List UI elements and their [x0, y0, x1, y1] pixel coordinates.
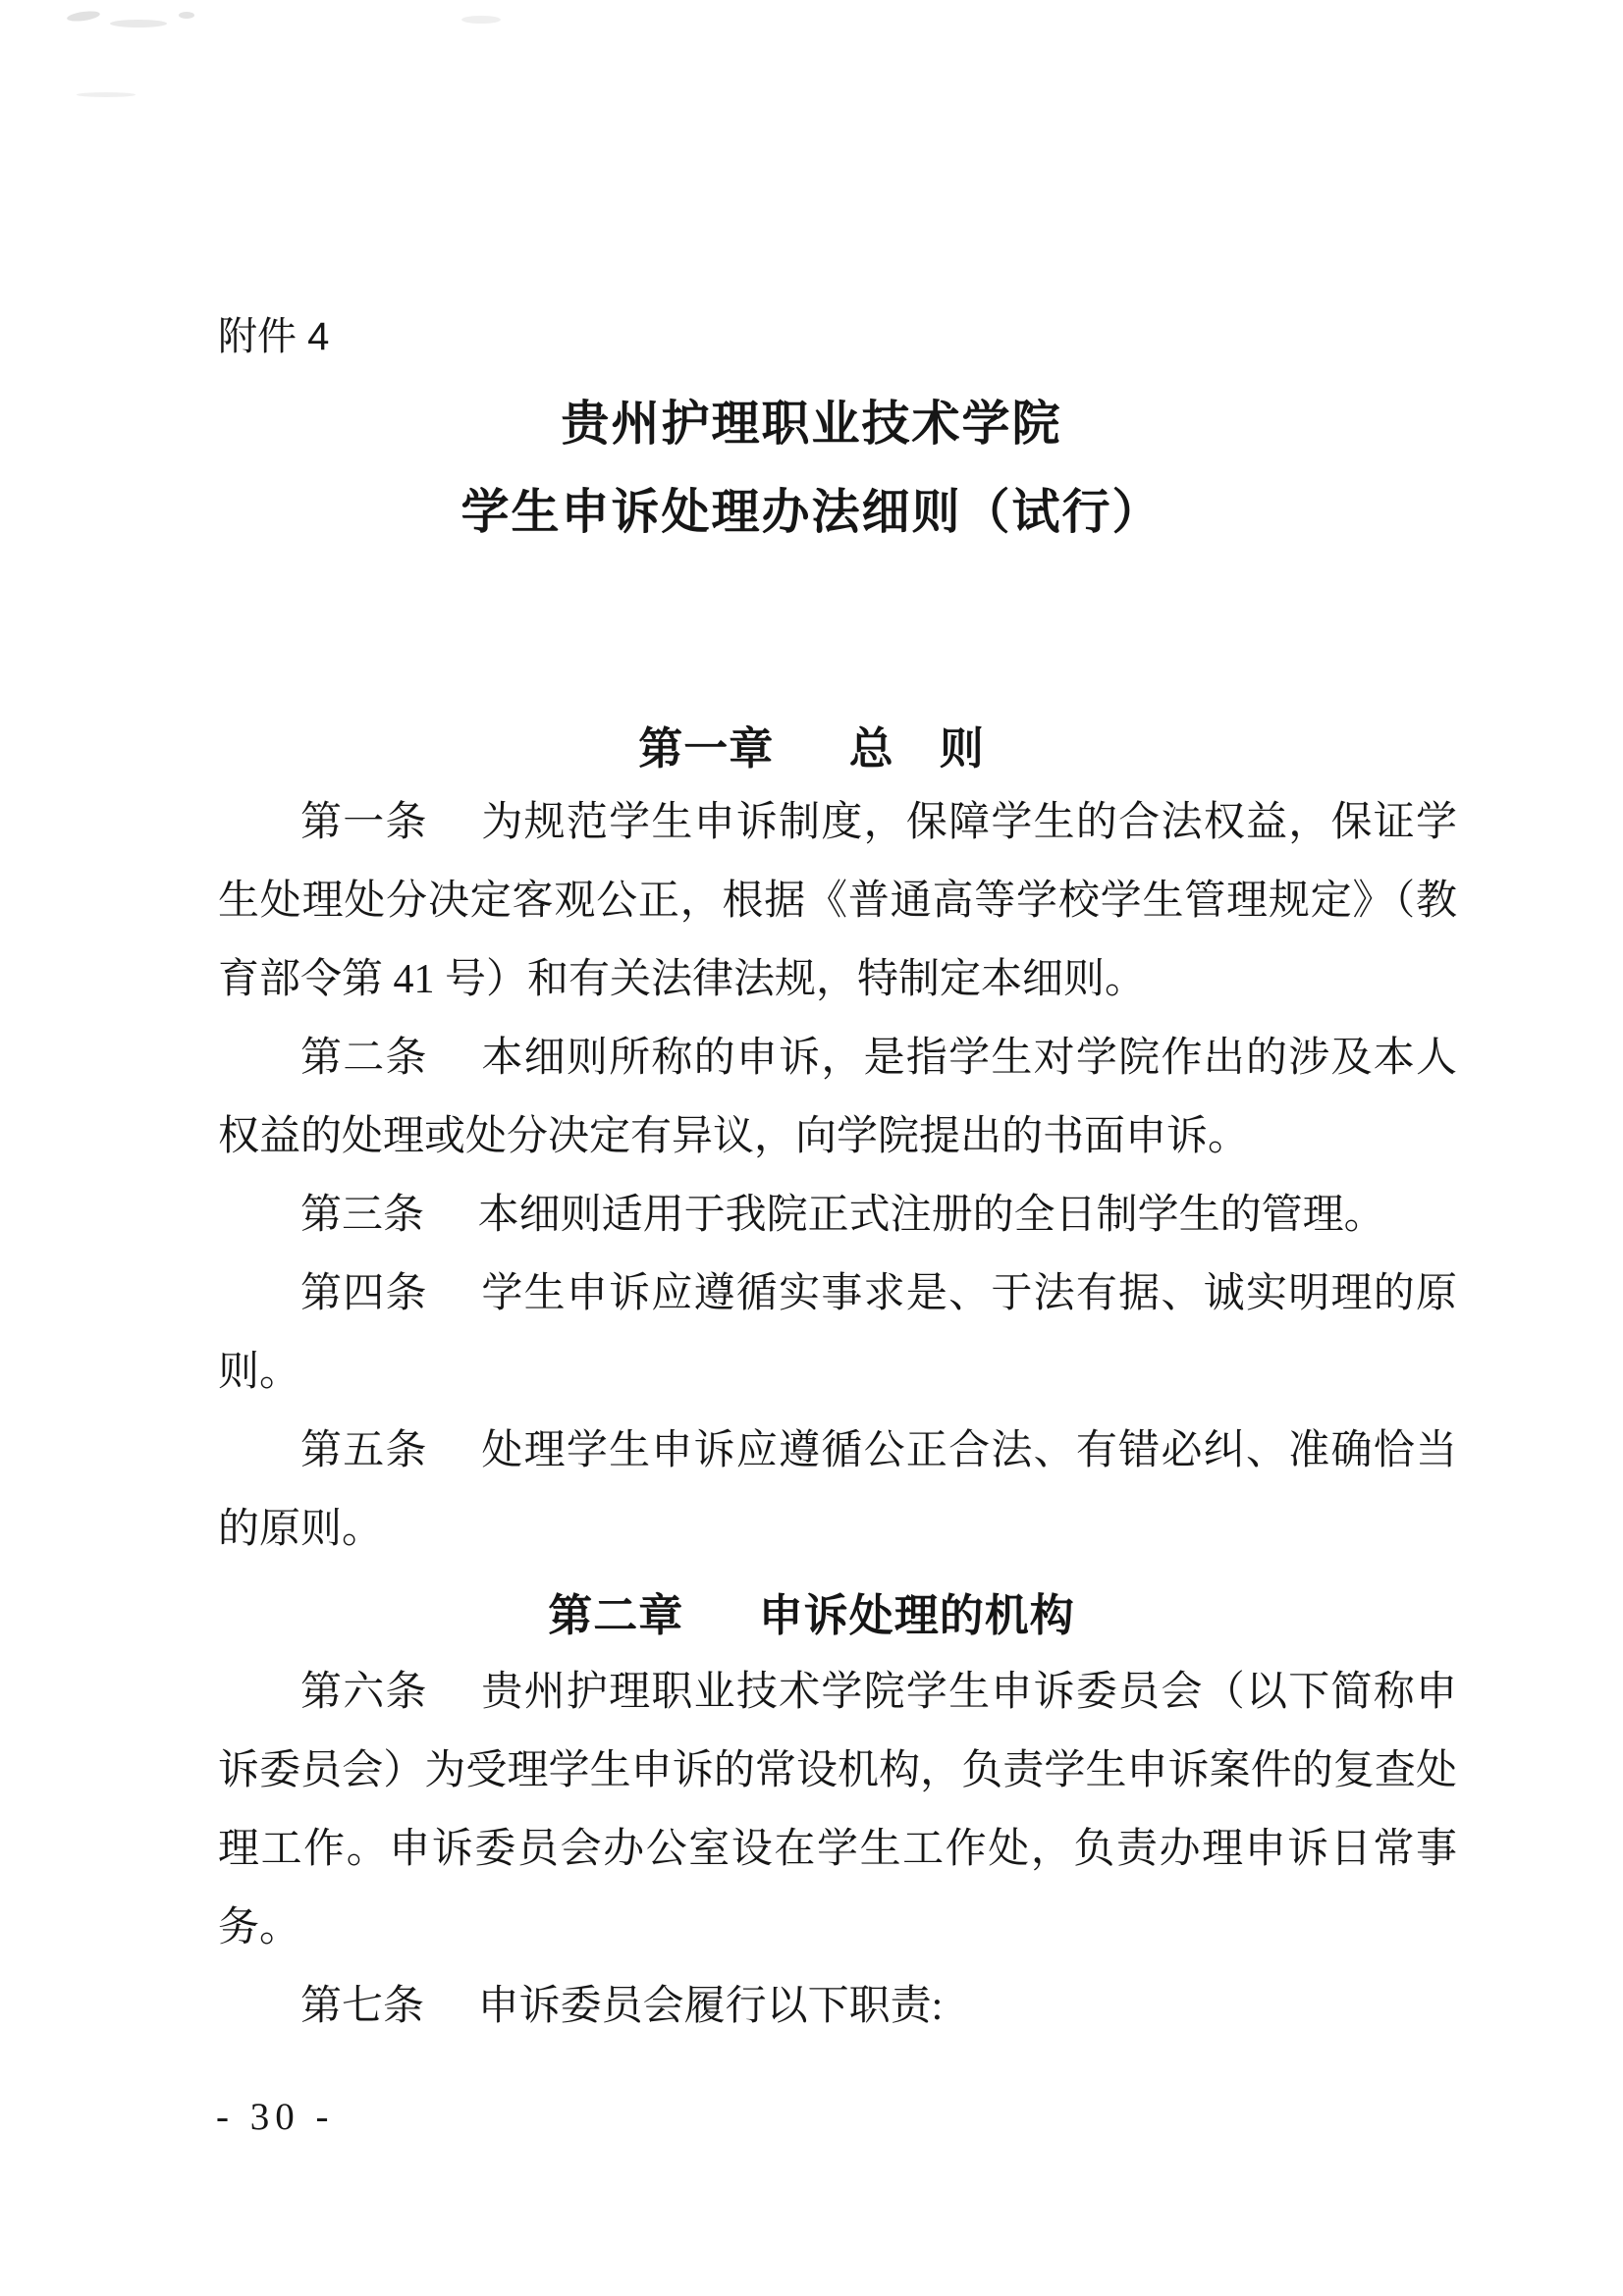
article-paragraph	[218, 1019, 1457, 1176]
chapter-1-heading	[0, 723, 1623, 774]
article-text: 为规范学生申诉制度，保障学生的合法权益，保证学生处理处分决定客观公正，根据《普通高等学校学生管理规定》（教育部令第 41 号）和有关法律法规，特制定本细则。	[218, 800, 1457, 1002]
chapter-1-number: 第一章	[638, 723, 775, 774]
chapter-2-number: 第二章	[548, 1590, 684, 1640]
article-text: 贵州护理职业技术学院学生申诉委员会（以下简称申诉委员会）为受理学生申诉的常设机构，负责学生申诉案件的复查处理工作。申诉委员会办公室设在学生工作处，负责办理申诉日常事务。	[218, 1670, 1457, 1950]
chapter-2-articles	[218, 1653, 1457, 2046]
article-paragraph	[218, 1255, 1457, 1412]
chapter-1	[0, 723, 1623, 1569]
scan-artifact	[110, 20, 167, 27]
article-paragraph	[218, 783, 1457, 1019]
chapter-2-heading	[0, 1590, 1623, 1640]
chapter-2-title: 申诉处理的机构	[758, 1590, 1075, 1640]
article-number: 第五条	[300, 1428, 428, 1473]
attachment-label: 附件 4	[218, 315, 330, 358]
article-paragraph	[218, 1412, 1457, 1569]
chapter-1-articles	[218, 783, 1457, 1569]
article-number: 第三条	[300, 1193, 425, 1238]
chapter-1-title: 总 则	[848, 723, 985, 774]
scan-artifact	[179, 12, 194, 19]
article-text: 处理学生申诉应遵循公正合法、有错必纠、准确恰当的原则。	[218, 1428, 1457, 1552]
article-text: 本细则适用于我院正式注册的全日制学生的管理。	[477, 1193, 1385, 1238]
scan-artifact	[67, 10, 101, 24]
chapter-2	[0, 1590, 1623, 2046]
article-number: 第四条	[300, 1271, 428, 1316]
document-title	[0, 380, 1623, 557]
page-number: - 30 -	[216, 2096, 335, 2138]
article-paragraph	[218, 1653, 1457, 1967]
article-paragraph	[218, 1176, 1457, 1255]
article-number: 第七条	[300, 1984, 425, 2029]
scan-artifact	[77, 92, 135, 97]
scan-artifact	[461, 16, 501, 24]
document-title-line-2: 学生申诉处理办法细则（试行）	[460, 485, 1163, 539]
article-number: 第六条	[300, 1670, 428, 1715]
article-number: 第二条	[300, 1036, 428, 1081]
article-text: 本细则所称的申诉，是指学生对学院作出的涉及本人权益的处理或处分决定有异议，向学院提出的书面申诉。	[218, 1036, 1457, 1159]
document-title-line-1: 贵州护理职业技术学院	[561, 397, 1062, 451]
article-text: 学生申诉应遵循实事求是、于法有据、诚实明理的原则。	[218, 1271, 1457, 1395]
article-text: 申诉委员会履行以下职责:	[477, 1984, 944, 2029]
article-number: 第一条	[300, 800, 428, 845]
article-paragraph	[218, 1967, 1457, 2046]
